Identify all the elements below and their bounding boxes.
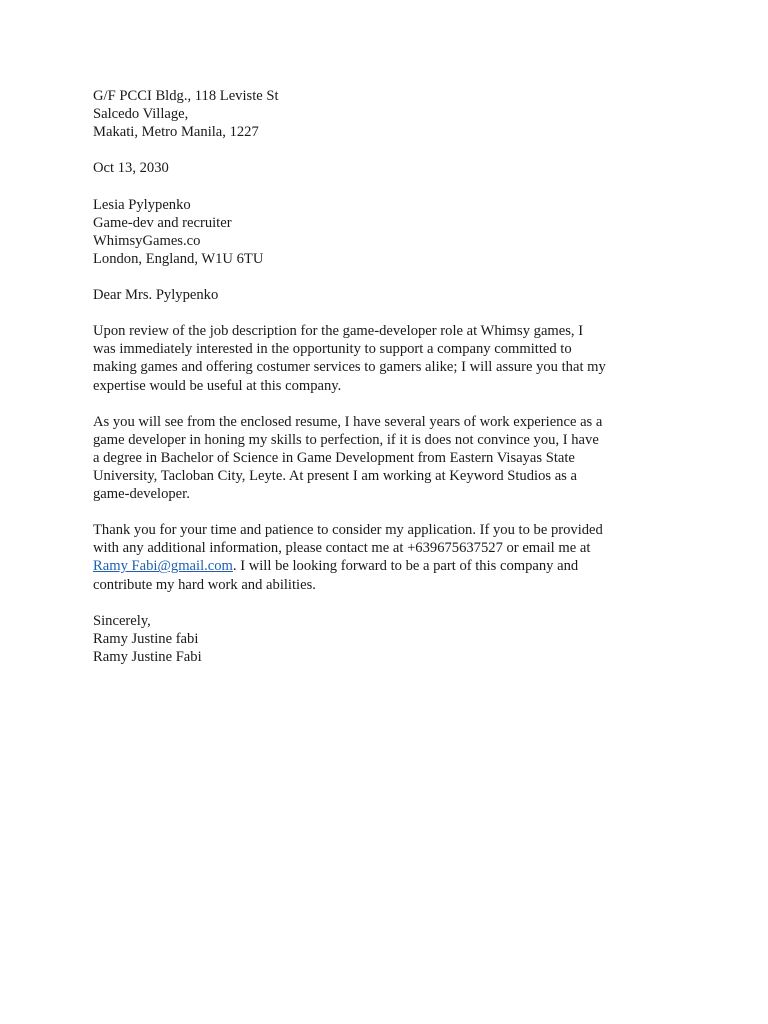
recipient-address: London, England, W1U 6TU — [93, 250, 264, 267]
paragraph-contact-text: . I will be looking forward to be a part of this company and — [232, 558, 579, 575]
sender-address-line1: G/F PCCI Bldg., 118 Leviste St — [93, 88, 279, 104]
printed-name: Ramy Justine Fabi — [93, 648, 202, 665]
paragraph-intro-line: expertise would be useful at this company. — [93, 377, 342, 394]
paragraph-intro-line: making games and offering costumer services to gamers alike; I will assure you that my — [93, 359, 606, 376]
recipient-company: WhimsyGames.co — [93, 232, 201, 249]
paragraph-experience-line: a degree in Bachelor of Science in Game Development from Eastern Visayas State — [93, 449, 575, 466]
sender-address-line2: Salcedo Village, — [93, 106, 189, 123]
recipient-title: Game-dev and recruiter — [93, 214, 232, 231]
email-link[interactable]: Ramy Fabi@gmail.com — [93, 558, 233, 575]
paragraph-experience-line: game-developer. — [93, 486, 190, 503]
cover-letter — [93, 87, 653, 684]
paragraph-experience-line: University, Tacloban City, Leyte. At present I am working at Keyword Studios as a — [93, 467, 577, 484]
paragraph-contact-line: with any additional information, please contact me at +639675637527 or email me at — [93, 540, 591, 557]
letter-date-block — [93, 159, 653, 177]
paragraph-intro-line: was immediately interested in the opportunity to support a company committed to — [93, 341, 572, 358]
paragraph-contact-line: contribute my hard work and abilities. — [93, 576, 316, 593]
paragraph-contact — [93, 521, 653, 593]
salutation-block — [93, 286, 653, 304]
salutation: Dear Mrs. Pylypenko — [93, 287, 219, 304]
paragraph-intro — [93, 322, 653, 394]
paragraph-contact-line: Thank you for your time and patience to consider my application. If you to be provided — [93, 522, 603, 539]
sender-address-line3: Makati, Metro Manila, 1227 — [93, 124, 259, 141]
letter-date: Oct 13, 2030 — [93, 160, 169, 177]
paragraph-experience-line: game developer in honing my skills to perfection, if it is does not convince you, I have — [93, 431, 599, 448]
recipient-name: Lesia Pylypenko — [93, 196, 191, 213]
sender-address — [93, 87, 653, 141]
paragraph-experience-line: As you will see from the enclosed resume, I have several years of work experience as a — [93, 413, 603, 430]
paragraph-experience — [93, 413, 653, 503]
recipient-block — [93, 196, 653, 268]
paragraph-contact-line — [93, 557, 653, 575]
paragraph-intro-line: Upon review of the job description for the game-developer role at Whimsy games, I — [93, 323, 584, 340]
valediction: Sincerely, — [93, 612, 151, 629]
closing-block — [93, 612, 653, 666]
signature: Ramy Justine fabi — [93, 630, 199, 647]
